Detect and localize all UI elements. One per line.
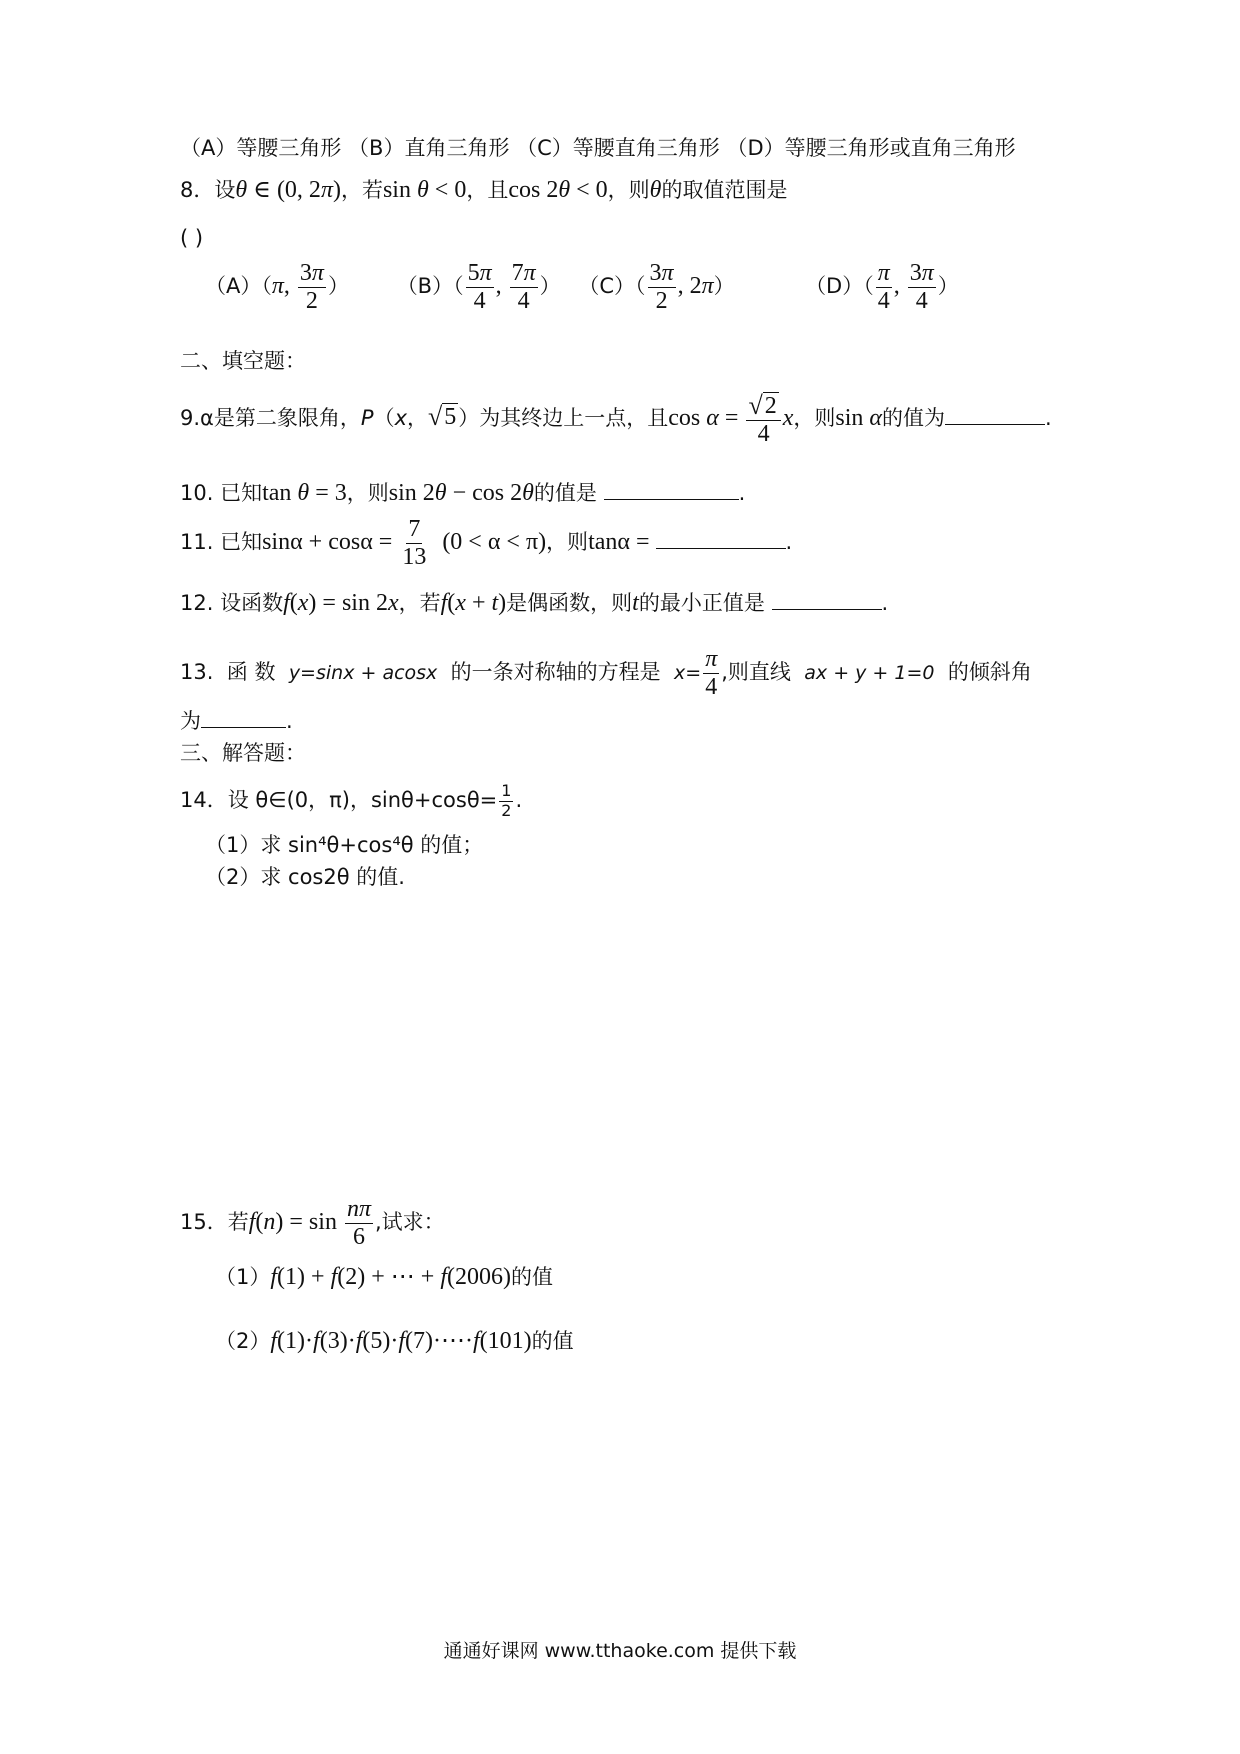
q11-answer-blank[interactable] — [656, 544, 786, 549]
q9-answer-blank[interactable] — [945, 420, 1045, 425]
q8-option-b: （B）（ $\frac{5\pi}{4}$ , $\frac{7\pi}{4}$ ） — [396, 259, 561, 314]
q11-stem: 11. 已知sinα + cosα = $\frac{7}{13}$ (0 < α < π)，则tanα = . — [180, 515, 793, 570]
q8-option-a: （A）（π, $\frac{3\pi}{2}$ ） — [205, 259, 349, 314]
q12-answer-blank[interactable] — [772, 605, 882, 610]
q13-stem-cont: 为 . — [180, 709, 293, 733]
q14-part2: （2）求 cos2θ 的值. — [205, 865, 405, 889]
q13-stem: 13. 函 数 y=sinx + acosx 的一条对称轴的方程是 x= $\frac{\pi}{4}$ ,则直线 ax + y + 1=0 的倾斜角 — [180, 645, 1032, 700]
footer-credit: 通通好课网 www.tthaoke.com 提供下载 — [443, 1640, 797, 1662]
q13-answer-blank[interactable] — [201, 723, 286, 728]
q9-stem: 9.α是第二象限角，P（x， √ 5 ）为其终边上一点，且cos α = √ 2 4 x，则sin α的值为 . — [180, 391, 1052, 448]
section-fill-in-title: 二、填空题： — [180, 349, 306, 373]
q14-part1: （1）求 sin⁴θ+cos⁴θ 的值； — [205, 833, 484, 857]
section-solve-title: 三、解答题： — [180, 741, 306, 765]
q8-answer-paren: ( ) — [180, 226, 204, 250]
q10-answer-blank[interactable] — [604, 495, 739, 500]
q15-part2: （2）f(1)·f(3)·f(5)·f(7)·⋯·f(101)的值 — [215, 1328, 574, 1354]
q15-part1: （1）f(1) + f(2) + ⋯ + f(2006)的值 — [215, 1264, 553, 1290]
q12-stem: 12. 设函数f(x) = sin 2x，若f(x + t)是偶函数，则t的最小正值是 . — [180, 590, 889, 616]
q15-stem: 15．若f(n) = sin $\frac{n\pi}{6}$ ,试求： — [180, 1195, 445, 1250]
q8-stem: 8．设θ ∈ (0, 2π)，若sin θ < 0，且cos 2θ < 0，则θ的取值范围是 — [180, 177, 788, 203]
q8-option-d: （D）（ $\frac{\pi}{4}$ , $\frac{3\pi}{4}$ ） — [805, 259, 959, 314]
q8-options — [205, 256, 1120, 316]
q14-stem: 14．设 θ∈(0，π)，sinθ+cosθ= $\frac{1}{2}$ . — [180, 780, 523, 820]
q10-stem: 10. 已知tan θ = 3，则sin 2θ − cos 2θ的值是 . — [180, 480, 746, 506]
q7-options: （A）等腰三角形 （B）直角三角形 （C）等腰直角三角形 （D）等腰三角形或直角三角形 — [180, 136, 1016, 160]
q8-option-c: （C）（ $\frac{3\pi}{2}$ , 2π） — [578, 259, 735, 314]
